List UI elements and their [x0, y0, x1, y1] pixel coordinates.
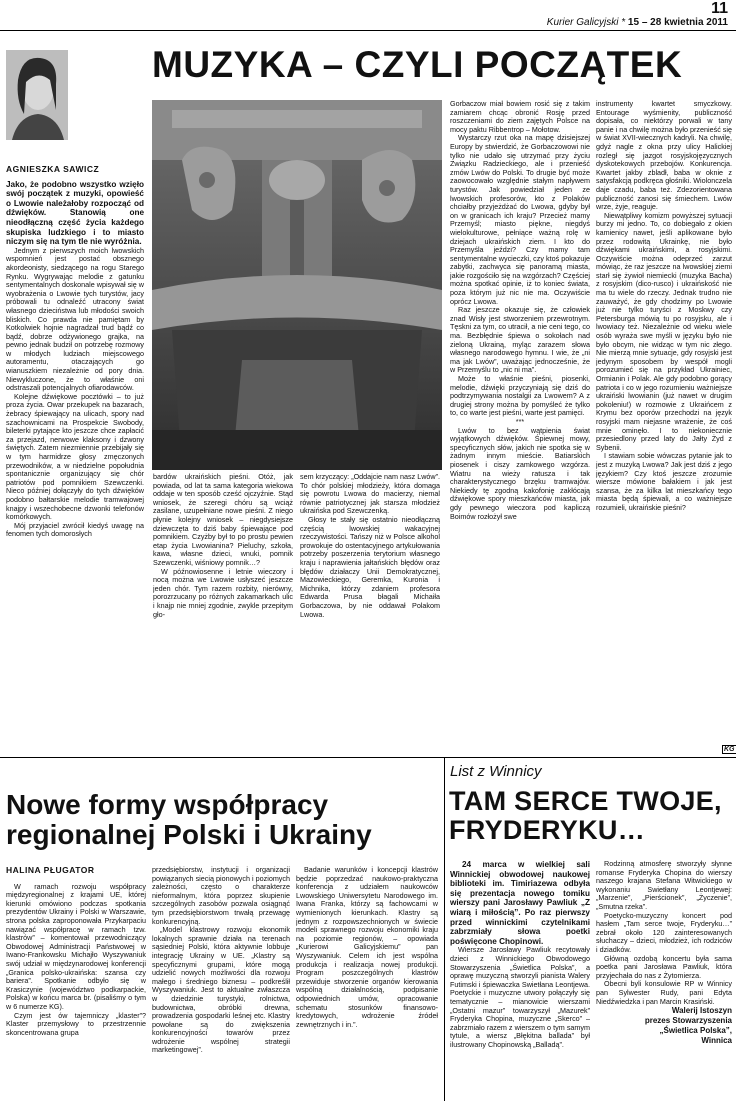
article3-signature [596, 1006, 732, 1046]
article3-kicker: List z Winnicy [450, 763, 542, 780]
article3-col1 [450, 860, 590, 1101]
paragraph: Głosy te stały się ostatnio nieodłączną częścią lwowskiej wakacyjnej rzeczywistości. Tańszy niż w Polsce alkohol prowokuje do ostentacyjnego artykułowania potrzeby poszerzenia terytorium własnego kraju i naprawienia jałtańskich błędów oraz błędów działaczy Unii Demokratycznej, Mazowieckiego, Geremka, Kuronia i Michnika, którzy zdaniem profesora Edwarda Prusa błagali Michaiła Gorbaczowa, by nie oddawał Polakom Lwowa. [300, 514, 440, 619]
paragraph: przedsiębiorstw, instytucji i organizacji powiązanych siecią pionowych i poziomych zależności, często o charakterze nieformalnym, która poprzez skupienie szczególnych zasobów pozwala osiągnąć tym przedsiębiorstwom trwałą przewagę konkurencyjną. [152, 866, 290, 926]
paragraph: Czym jest ów tajemniczy „klaster”? Klaster przemysłowy to przestrzennie skoncentrowana grupa [6, 1010, 146, 1037]
paragraph: Poetycko-muzyczny koncert pod hasłem „Tam serce twoje, Fryderyku…” zebrał około 120 zainteresowanych słuchaczy – dzieci, młodzież, ich rodziców i dziadków. [596, 910, 732, 954]
article1-col4 [450, 100, 590, 750]
author-photo [6, 50, 68, 140]
paragraph: Raz jeszcze okazuje się, że człowiek znad Wisły jest stworzeniem przewrotnym. Tęskni za tym, co utracił, a nie ceni tego, co ma. Bezbłędnie śpiewa o sokołach nad zieloną Ukrainą, myląc zarazem słowa własnego narodowego hymnu. I wie, że „ni ma jak Lwów”, uważając jednocześnie, że w Przemyślu to „nic ni ma”. [450, 305, 590, 375]
paragraph: Rodzinną atmosferę stworzyły słynne romanse Fryderyka Chopina do wierszy naszego krajana Stefana Witwickiego w wykonaniu Swietłany Leontjewej: „Marzenie”, „Pierścionek”, „Życzenie”, „Smutna rzeka”. [596, 860, 732, 911]
article3-col2 [596, 860, 732, 1101]
article2-col1 [6, 866, 146, 1101]
paragraph: „Model klastrowy rozwoju ekonomik lokalnych sprawnie działa na terenach sąsiedniej Polski, która aktywnie lobbuje integrację Ukrainy w UE. „Klastry są specyficznymi grupami, które mogą udzielić nowych możliwości dla rozwoju małego i średniego biznesu – podkreślił Wyszywaniuk. Jest to aktualne zwłaszcza w dziedzinie turystyki, rolnictwa, budownictwa, obróbki drewna, prowadzenia gospodarki leśnej etc. Klastry powołane są do zwiększenia konkurencyjności towarów przez wdrożenie wspólnej strategii marketingowej”. [152, 925, 290, 1055]
section-rule [0, 757, 736, 758]
article2-author: HALINA PŁUGATOR [6, 866, 95, 875]
masthead [547, 17, 728, 28]
section-break: *** [515, 416, 525, 426]
paragraph: instrumenty kwartet smyczkowy. Entourage wyśmienity, publiczność dopisała, co niektórzy porwali w tany panie i na chwilę można było przenieść się w świat XVII-wiecznych kadryli. Na chwilę, gdyż nagle z okna przy ulicy Halickiej rozległ się jazgot rosyjskojęzycznych dyskotekowych przebojów. Konkurencja. Kwartet jakby zbladł, baba w oknie z satysfakcją podkręca głośniki. Wiolonczela daje czadu, baba też. Zdezorientowana publiczność zanosi się śmiechem. Lwów wrze, żyje, reaguje. [596, 100, 732, 212]
author-portrait-graphic [6, 50, 68, 140]
fountain-photo [152, 100, 442, 470]
paper-name: Kurier Galicyjski * [546, 17, 628, 28]
paragraph: Jednym z pierwszych moich lwowskich wspomnień jest postać obsznego akordeonisty, siedzącego na rogu Starego Rynku. Wygrywając melodie z gatunku sentymentalnych doskonale wpisywał się w wyobrażenia o Lwowie tych turystów, jacy próbowali tu odnaleźć utracony świat własnego dzieciństwa lub młodości swoich bliskich. Co prawda nie pamiętam by Kotkolwiek hojnie nagradzał trud bądź co bądź, dobrze odżywionego grajka, na pewno jednak budził on potrzebę rozmowy w młodych ludziach miejscowego autoramentu, otaczających go wianuszkiem niezależnie od pory dnia. Niewykluczone, że to właśnie oni odstraszali potencjalnych ofiarodawców. [6, 245, 144, 393]
article2-title: Nowe formy współpracy regionalnej Polski i Ukrainy [6, 789, 372, 850]
article3-title: TAM SERCE TWOJE, FRYDERYKU… [449, 786, 722, 845]
signature-line: prezes Stowarzyszenia [644, 1016, 732, 1026]
paragraph: Gorbaczow miał bowiem rosić się z takim zamiarem chcąc obronić Rosję przed roszczeniami do ziem zajętych Polsce na mocy paktu Ribbentrop – Mołotow. [450, 100, 590, 134]
article1-col1 [6, 165, 144, 745]
article3-lead: 24 marca w wielkiej sali Winnickiej obwodowej naukowej biblioteki im. Timiriazewa odbyła się prezentacja nowego tomiku wierszy pani Jarosławy Pawliuk „Z wiarą i miłością”. Po raz pierwszy przed winnickimi czytelnikami zabrzmiały słowa poetki poświęcone Chopinowi. [450, 860, 590, 946]
paragraph: Główną ozdobą koncertu była sama poetka pani Jarosława Pawliuk, która przyjechała do nas z Żytomierza. [596, 953, 732, 980]
paragraph: Niewątpliwy komizm powyższej sytuacji burzy mi jedno. To, co dobiegało z okien kamienicy nawet, jeśli aplikowane było przez rodowitą Ukrainkę, nie było dźwiękami ukraińskimi, a rosyjskimi. Oczywiście można odeprzeć zarzut mówiąc, że raz jeszcze na lwowskiej ziemi starł się żywioł niemiecki (muzyka Bacha) z rosyjskim (dico-rusco) i ukraińskość nie ma tu wiele do rzeczy. Jednak trudno nie zauważyć, że gdy chodzimy po Lwowie już nie tylko turyści z Moskwy czy Petersburga mówią tu po rosyjsku, ale i lwowiacy też. Niezależnie od wieku wiele osób wyraża swe myśli w języku było nie było obcym, nie widząc w tym nic złego. Nie mierzą mnie sytuacje, gdy rosyjski jest jedynym sposobem by wespół mogli porozumieć się na przykład Ukrainiec, Ormianin i Polak. Ale gdy podobno gorący patriota i co w jego rozumieniu ważniejsze ukraiński lwowianin (już nawet w drugim pokoleniu!) w rozmowie z Ukraińcem z Krymu bez oporów przechodzi na język rosyjski mam niejasne wrażenie, że coś mnie ominęło. I to niekoniecznie przesiedlony przed laty do Jałty Żyd z Sybenii. [596, 210, 732, 452]
paragraph: Może to właśnie pieśni, piosenki, melodie, dźwięki przyczyniają się dziś do podtrzymywania nostalgii za Lwowem? A z drugiej strony można by pomyśleć że tylko to, co warte jest pieśni, warte jest pamięci. [450, 374, 590, 418]
article2-col3 [296, 866, 438, 1101]
issue-date: 15 – 28 kwietnia 2011 [627, 17, 728, 28]
article1-title: MUZYKA – CZYLI POCZĄTEK [152, 44, 683, 85]
paragraph: Kolejne dźwiękowe pocztówki – to już proza życia. Owar przekupek na bazarach, żebracy śpiewający na ulicach, spory nad szachownicami na Prospekcie Swobody, bileterki pytające kto jeszcze chce zapłacić za przejazd, nerwowe klaksony i dzwony świętych. Zatem niezmiennie przebijały się w tym harmidrze głosy zmęczonych przewodników, a w niedzielne popołudnia spontanicznie organizujący się chór patriotów pod pomnikiem Szewczenki. Nieco później dołączyły do tych dźwięków podobno bałtarskie melodie tramwajowej knajpy i wszechobecne dzwonki telefonów komórkowych. [6, 391, 144, 522]
page-number: 11 [711, 0, 728, 17]
article1-col5 [596, 100, 732, 740]
kg-end-mark: KG [724, 746, 735, 753]
paragraph: Lwów to bez wątpienia świat wyjątkowych dźwięków. Śpiewnej mowy, specyficznych słów, jakich nie spotka się w żadnym innym mieście. Batiarskich piosenek i ciszy zamkowego wzgórza. Wiatru na wieży ratusza i tak charakterystycznego brzęku tramwajów. Niekiedy tę zgodną kakofonię zakłócają dźwiękowe spory mieszkańców miasta, jak gdy pewnego wieczora pod kapliczą Boimów rozłożył swe [450, 425, 590, 521]
signature-line: Winnica [701, 1036, 732, 1046]
article1-lead: Jako, że podobno wszystko wzięło swój początek z muzyki, opowieść o Lwowie należałoby rozpocząć od dźwięków. Stanowią one nieodłączną część życia każdego skupiska ludzkiego i to miasto niczym się na tym tle nie wyróżnia. [6, 179, 144, 247]
paragraph: Mój przyjaciel zwrócił kiedyś uwagę na fenomen tych domorosłych [6, 520, 144, 539]
paragraph: Obecni byli konsulowie RP w Winnicy pan Sylwester Rudy, pani Edyta Niedźwiedzka i pan Marcin Krasiński. [596, 979, 732, 1006]
signature-line: „Świetlica Polska”, [659, 1026, 732, 1036]
paragraph: W ramach rozwoju współpracy międzyregionalnej z krajami UE, której kierunki omówiono podczas spotkania prezydentów Ukrainy i Polski w Warszawie, strona polska zaproponowała Przykarpaciu nawiązać współpracę w ramach tzw. klastrów” – komentował przewodniczący Obwodowej Administracji Państwowej w Iwano-Frankowsku Michajło Wyszywaniuk swój udział w międzynarodowej konferencji „Granica polsko-ukraińska: szansa czy bariera”. Spotkanie odbyło się w Krasiczynie (województwo podkarpackie, Polska) w końcu marca br. (pisaliśmy o tym w 6 numerze KG). [6, 881, 146, 1011]
paragraph: Wiersze Jarosławy Pawliuk recytowały dzieci z Winnickiego Obwodowego Stowarzyszenia „Świetlica Polska”, a oprawę muzyczną stworzyli pianista Walery Futimski i śpiewaczka Swietłana Leontjewa. Poetyckie i muzyczne utwory połączyły się tematycznie – mianowicie wierszami „Ostatni mazur” towarzyszył „Mazurek” Fryderyka Chopina, muzyczne „Skerco” – zabrzmiało razem z wierszem o tym samym tytule, a wiersz „Błękitna ballada” był ilustrowany Chopinowską „Balladą”. [450, 945, 590, 1049]
article1-col3 [300, 473, 440, 748]
paragraph: sem krzyczący: „Oddajcie nam nasz Lwów”. To chór polskiej młodzieży, która domaga się powrotu Lwowa do macierzy, niemal równie patriotycznej jak starsza młodzież ukraińska pod Szewczenką. [300, 473, 440, 516]
paragraph: Wystarczy rzut oka na mapę dzisiejszej Europy by stwierdzić, że Gorbaczowowi nie tylko nie udało się utrzymać przy życiu Związku Radzieckiego, ale i przenieść zmów Lwów do Polski. To drugie być może zaowocowało względnie stałym napływem turystów. Jak powiedział jeden ze lwowskich profesorów, kto z Polaków chciałby przyjeżdżać do Lwowa, gdyby był on w granicach ich kraju? Przecież mamy Przemyśl; miasto piękne, niegdyś wielokulturowe, pełniące ważną rolę w dziejach ukraińskich ziem. I kto do Przemyśla jeździ? Czy mamy tam sentymentalne wycieczki, czy ktoś pokazuje zabytki, zachwyca się panoramą miasta, jakie rozgościło się na wzgórzach? Częściej można spotkać opinie, iż to koniec świata, poza którym już nic nie ma. Oczywiście oprócz Lwowa. [450, 133, 590, 306]
column-rule [444, 757, 445, 1101]
signature-line: Walerij Istoszyn [671, 1006, 732, 1016]
article1-author: AGNIESZKA SAWICZ [6, 165, 100, 174]
article2-col2 [152, 866, 290, 1101]
article1-col2 [153, 473, 293, 748]
fountain-graphic [152, 100, 442, 470]
paragraph: bardów ukraińskich pieśni. Otóż, jak powiada, od lat ta sama kategoria wiekowa oddaje w ten sposób cześć ojczyźnie. Stąd wniosek, że szeregi chóru są wciąż zasilane, uzupełniane nowe pieśni. Z niego płynie kolejny wniosek – niegdysiejsze dziewczęta to dziś baby śpiewające pod pomnikiem. Czyżby był to po prostu pewien etap życia Lwowianina? Pieluchy, szkoła, kawa, własne dzieci, wnuki, pomnik Szewczenki, wiśniowy pomnik…? [153, 473, 293, 567]
paragraph: W późnowiosenne i letnie wieczory i nocą można we Lwowie usłyszeć jeszcze jeden chór. Tym razem rozbity, nierówny, porozrzucany po różnych zakamarkach ulic i knajp nie mniej zgodnie, zwykle przepitym gło- [153, 566, 293, 619]
paragraph: Badanie warunków i koncepcji klastrów będzie poprzedzać naukowo-praktyczna konferencja z udziałem naukowców Lwowskiego Uniwersytetu Narodowego im. Iwana Franka, którzy są fachowcami w wymienionych kierunkach. Klastry są jednym z rozpowszechnionych w świecie modeli sprawnego rozwoju ekonomiki kraju na poziomie regionów, – opowiada „Kurierowi Galicyjskiemu” pan Wyszywaniuk. Celem ich jest wspólna produkcja i realizacja nowej produkcji. Program poszczególnych klastrów przewiduje stworzenie organów kierowania wspólną działalnością, podpisanie odpowiednich umów, opracowanie schematu stosunków finansowo-kredytowych, wdrożenie źródeł zewnętrznych i in.”. [296, 866, 438, 1029]
paragraph: I stawiam sobie wówczas pytanie jak to jest z muzyką Lwowa? Jak jest dziś z jego językiem? Czy ktoś jeszcze zrozumie wiersze mówione bałakiem i jak jest szansa, że za kilka lat mieszkańcy tego miasta będą śpiewali, a co ważniejsze rozumieli, ukraińskie pieśni? [596, 451, 732, 512]
header-rule [0, 30, 736, 31]
